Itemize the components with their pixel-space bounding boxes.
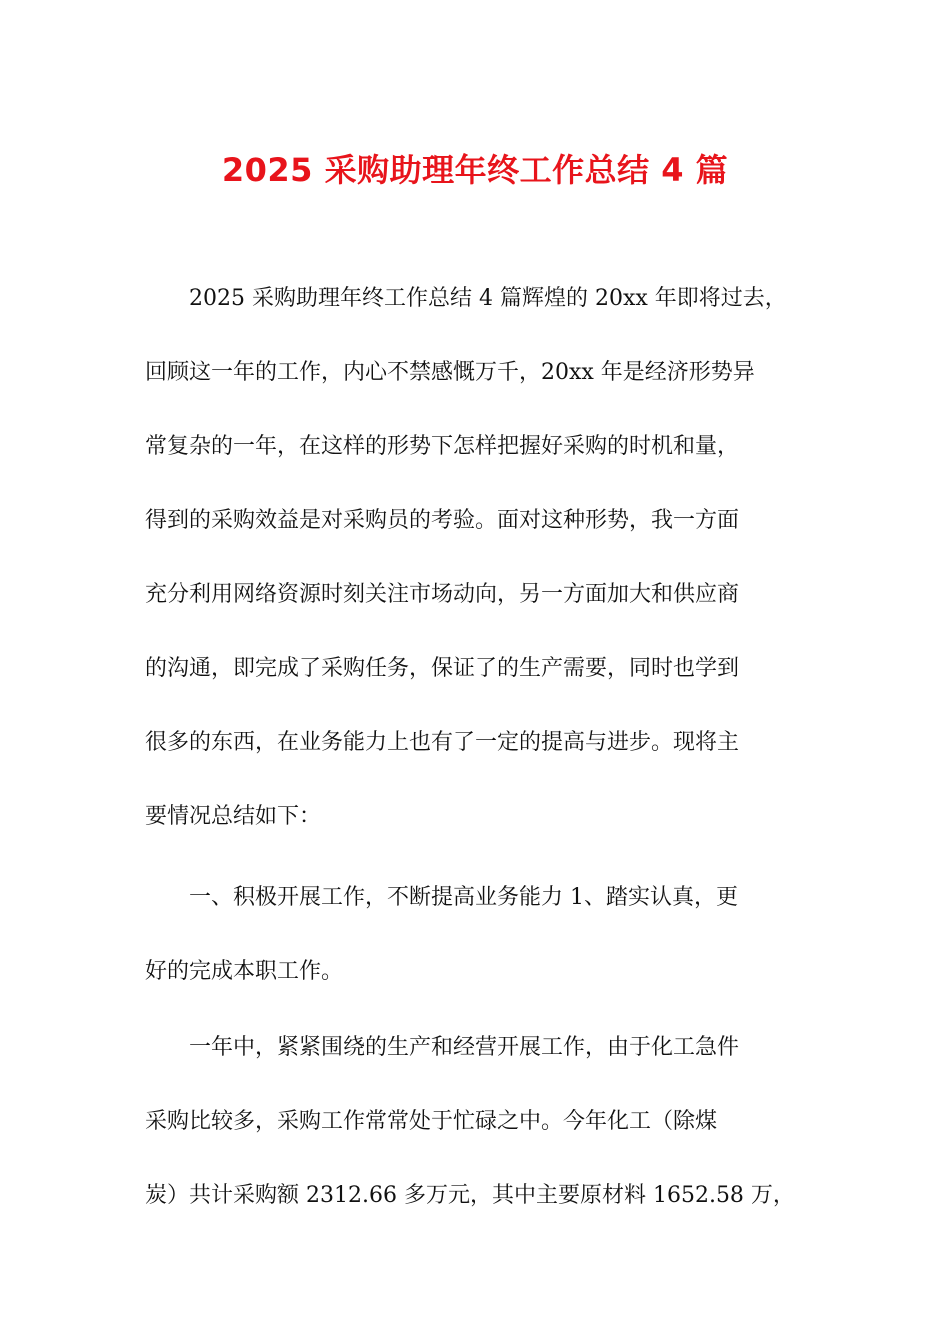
text-line: 一年中，紧紧围绕的生产和经营开展工作，由于化工急件 — [189, 1035, 740, 1060]
document-title: 2025 采购助理年终工作总结 4 篇 — [221, 151, 729, 189]
text-line: 得到的采购效益是对采购员的考验。面对这种形势，我一方面 — [145, 508, 740, 533]
text-line: 的沟通，即完成了采购任务，保证了的生产需要，同时也学到 — [145, 656, 740, 681]
text-line: 炭）共计采购额 2312.66 多万元，其中主要原材料 1652.58 万， — [145, 1183, 795, 1208]
text-line: 采购比较多，采购工作常常处于忙碌之中。今年化工（除煤 — [145, 1109, 718, 1134]
paragraph-intro — [145, 262, 805, 854]
text-line: 要情况总结如下： — [145, 804, 322, 829]
text-line: 很多的东西，在业务能力上也有了一定的提高与进步。现将主 — [145, 730, 740, 755]
text-line: 回顾这一年的工作，内心不禁感慨万千，20xx 年是经济形势异 — [145, 360, 755, 385]
text-line: 常复杂的一年，在这样的形势下怎样把握好采购的时机和量， — [145, 434, 740, 459]
paragraph-procurement — [145, 1011, 805, 1233]
text-line: 好的完成本职工作。 — [145, 959, 344, 984]
text-line: 2025 采购助理年终工作总结 4 篇辉煌的 20xx 年即将过去， — [189, 286, 787, 311]
text-line: 一、积极开展工作，不断提高业务能力 1、踏实认真，更 — [189, 885, 738, 910]
text-line: 充分利用网络资源时刻关注市场动向，另一方面加大和供应商 — [145, 582, 740, 607]
paragraph-section-one — [145, 861, 805, 1009]
